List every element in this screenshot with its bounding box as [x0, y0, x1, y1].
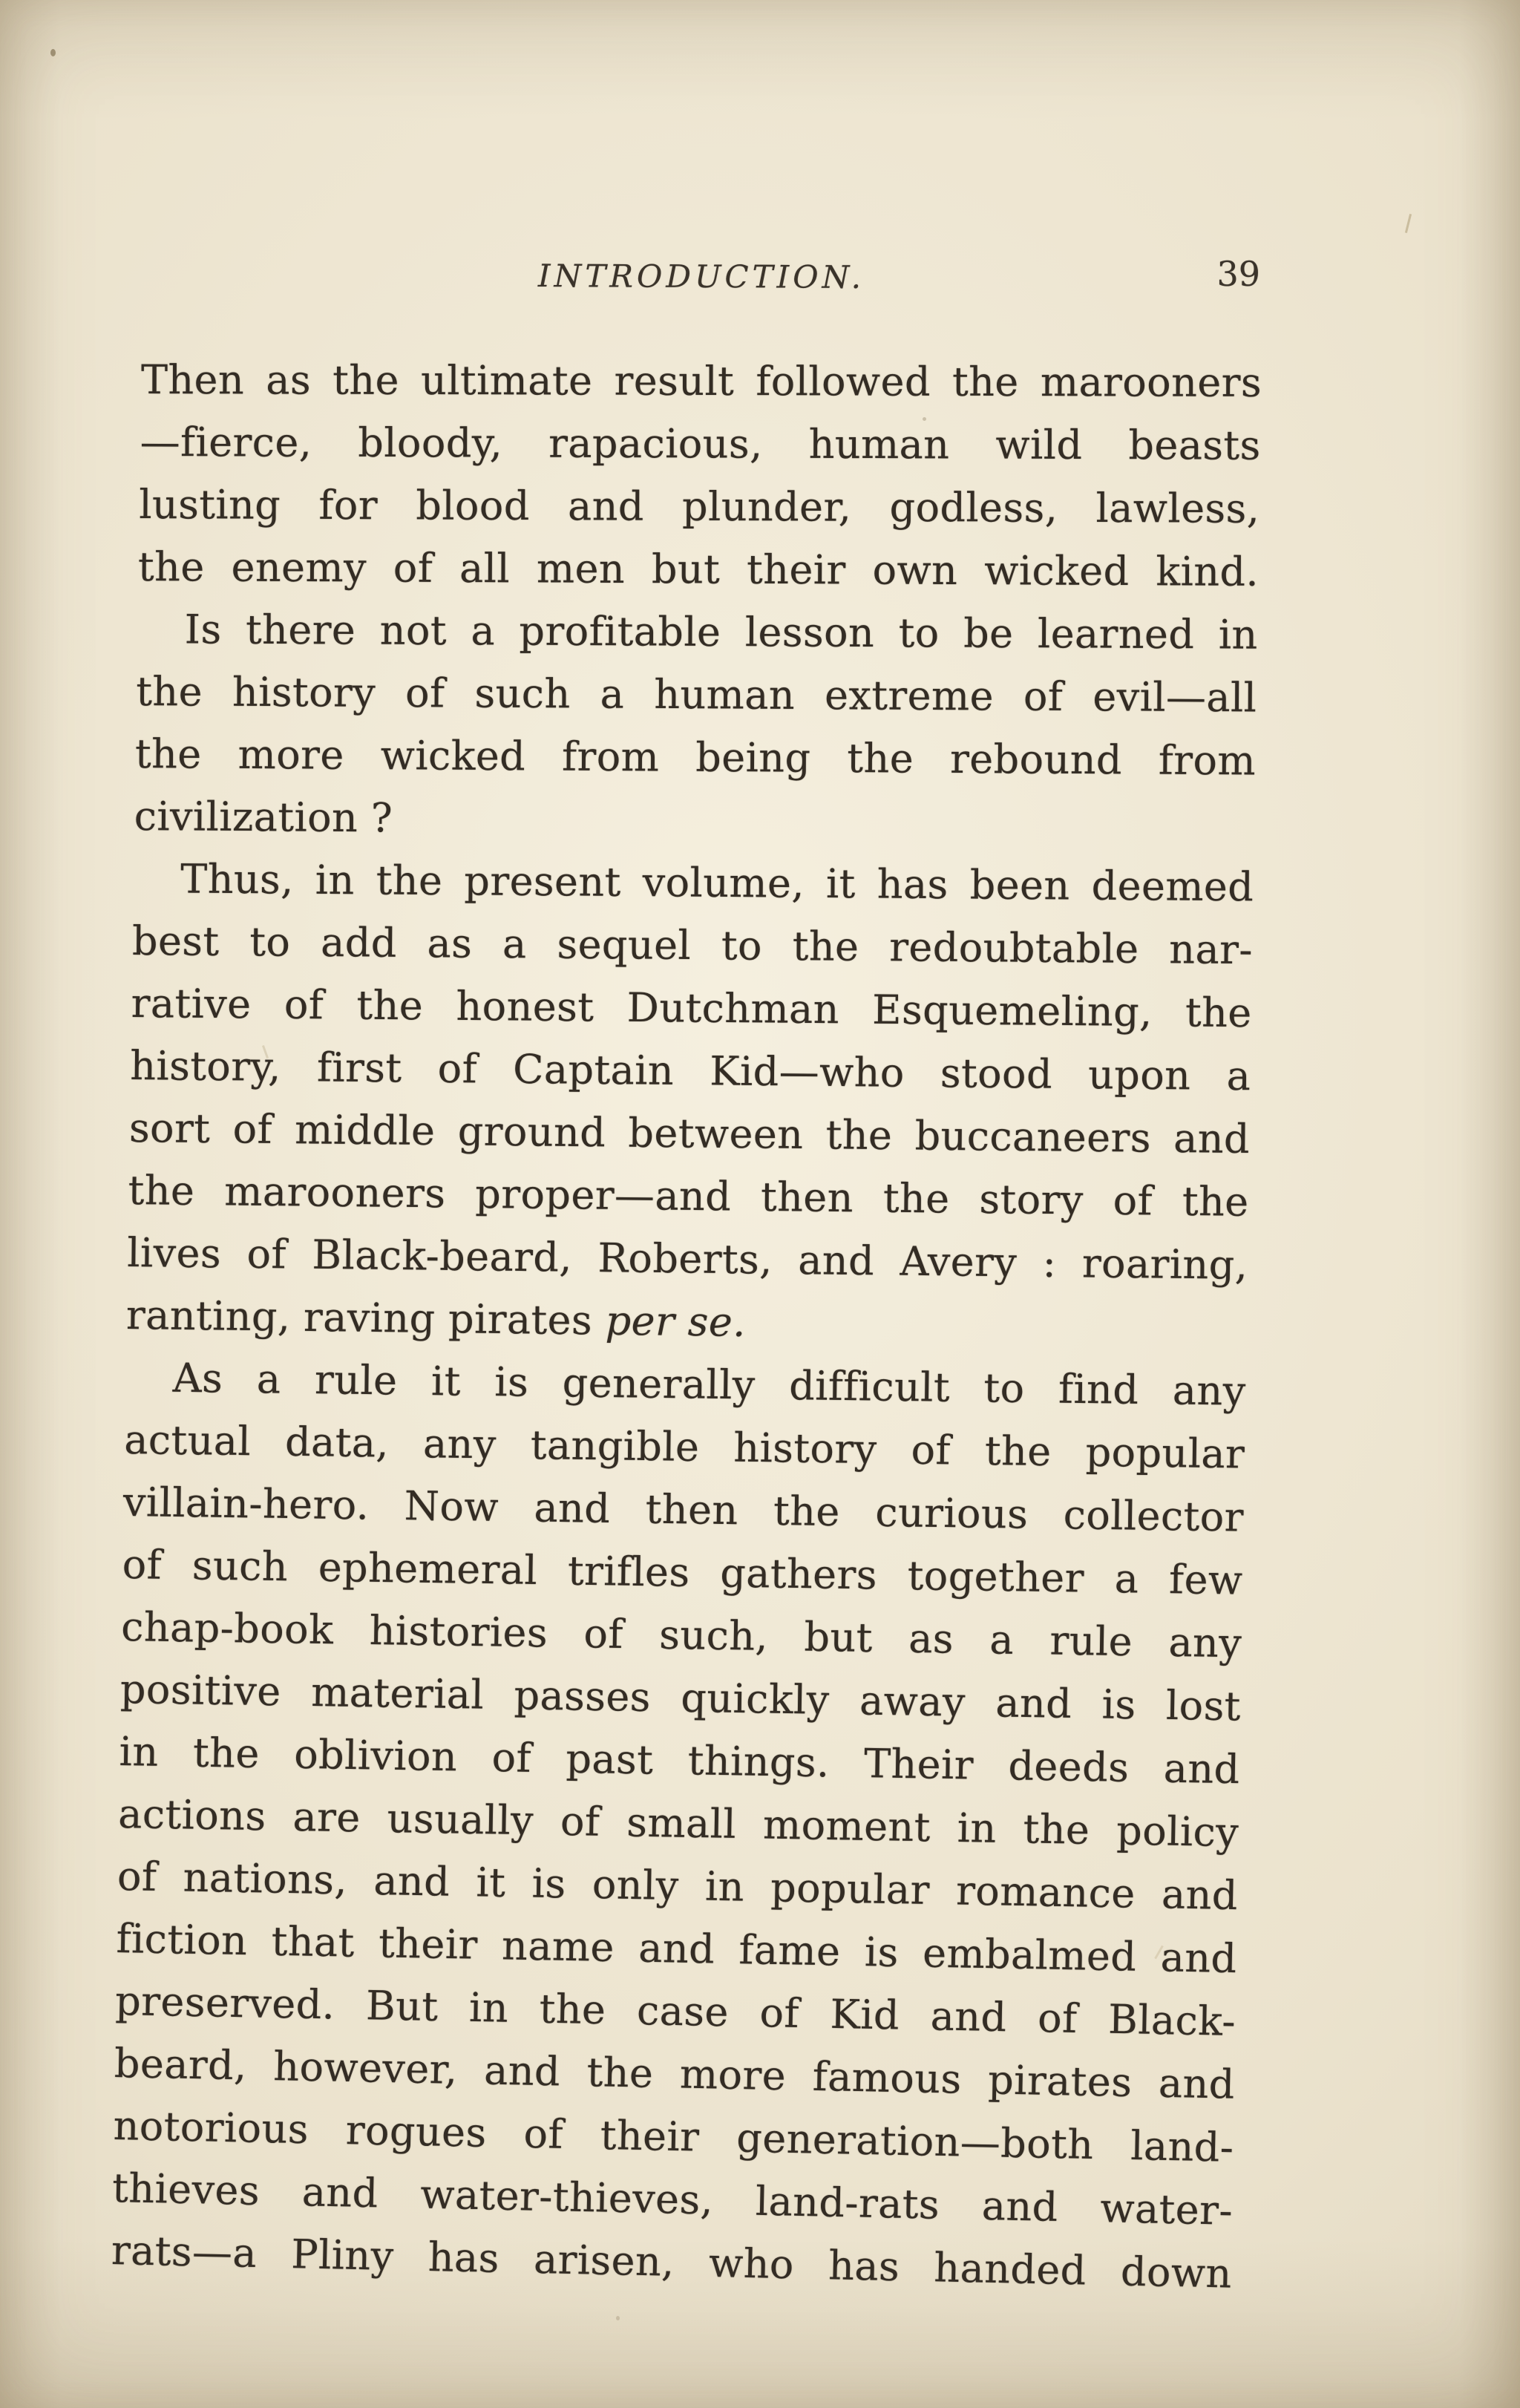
text-line: [140, 411, 1261, 477]
body-text: [111, 349, 1262, 2297]
text-segment: beard, however, and the more famous pirates and: [114, 2040, 1236, 2108]
text-segment: notorious rogues of their generation—both land-: [113, 2102, 1235, 2171]
text-line: [136, 661, 1257, 729]
text-segment: lives of Black-beard, Roberts, and Avery : roaring,: [126, 1229, 1248, 1289]
text-segment: —fierce, bloody, rapacious, human wild beasts: [140, 419, 1261, 469]
text-line: [129, 1097, 1251, 1171]
page-header: [141, 254, 1262, 312]
text-segment: actual data, any tangible history of the popular: [123, 1416, 1245, 1478]
text-segment: positive material passes quickly away and is lost: [119, 1666, 1242, 1730]
text-line: [138, 536, 1259, 603]
text-segment: Thus, in the present volume, it has been deemed: [180, 855, 1254, 911]
text-segment: lusting for blood and plunder, godless, lawless,: [139, 481, 1260, 532]
paper-speck: [50, 49, 56, 56]
text-segment: chap-book histories of such, but as a rule any: [120, 1603, 1242, 1667]
text-segment: fiction that their name and fame is embalmed and: [116, 1915, 1238, 1983]
text-segment: rative of the honest Dutchman Esquemeling, the: [131, 980, 1252, 1037]
text-line: [141, 349, 1262, 414]
text-segment: thieves and water-thieves, land-rats and water-: [111, 2165, 1234, 2234]
text-segment: of nations, and it is only in popular romance and: [117, 1853, 1239, 1920]
text-segment: preserved. But in the case of Kid and of Black-: [114, 1977, 1236, 2045]
text-line: [133, 848, 1254, 918]
text-segment: of such ephemeral trifles gathers together a few: [122, 1541, 1244, 1604]
text-segment: civilization ?: [134, 793, 393, 842]
text-line: [132, 910, 1254, 981]
text-segment: sort of middle ground between the buccaneers and: [128, 1105, 1251, 1163]
text-segment: the history of such a human extreme of evil—all: [136, 668, 1257, 722]
italic-phrase: per se.: [605, 1297, 747, 1346]
text-segment: the marooners proper—and then the story of the: [128, 1167, 1249, 1226]
text-segment: the enemy of all men but their own wicked kind.: [137, 543, 1259, 595]
text-segment: As a rule it is generally difficult to find any: [172, 1354, 1246, 1415]
text-segment: Then as the ultimate result followed the marooners: [140, 356, 1262, 406]
running-title: INTRODUCTION.: [537, 258, 865, 295]
page-number: 39: [1216, 254, 1260, 294]
text-segment: history, first of Captain Kid—who stood upon a: [130, 1042, 1251, 1100]
text-segment: Is there not a profitable lesson to be learned in: [184, 606, 1258, 658]
text-line: [134, 785, 1255, 856]
text-line: [128, 1159, 1249, 1234]
text-line: [139, 474, 1259, 540]
text-line: [130, 1035, 1251, 1108]
text-line: [137, 598, 1257, 667]
paper-speck: [616, 2316, 620, 2320]
text-segment: best to add as a sequel to the redoubtable nar-: [131, 917, 1254, 974]
paper-fiber: [1405, 214, 1412, 233]
text-line: [131, 972, 1252, 1044]
text-segment: actions are usually of small moment in the policy: [117, 1790, 1239, 1856]
text-segment: rats—a Pliny has arisen, who has handed down: [111, 2227, 1233, 2297]
text-segment: ranting, raving pirates: [125, 1292, 606, 1344]
text-segment: villain-hero. Now and then the curious collector: [122, 1479, 1245, 1541]
text-line: [135, 723, 1256, 792]
text-segment: in the oblivion of past things. Their deeds and: [119, 1728, 1241, 1793]
text-segment: the more wicked from being the rebound from: [134, 730, 1257, 785]
